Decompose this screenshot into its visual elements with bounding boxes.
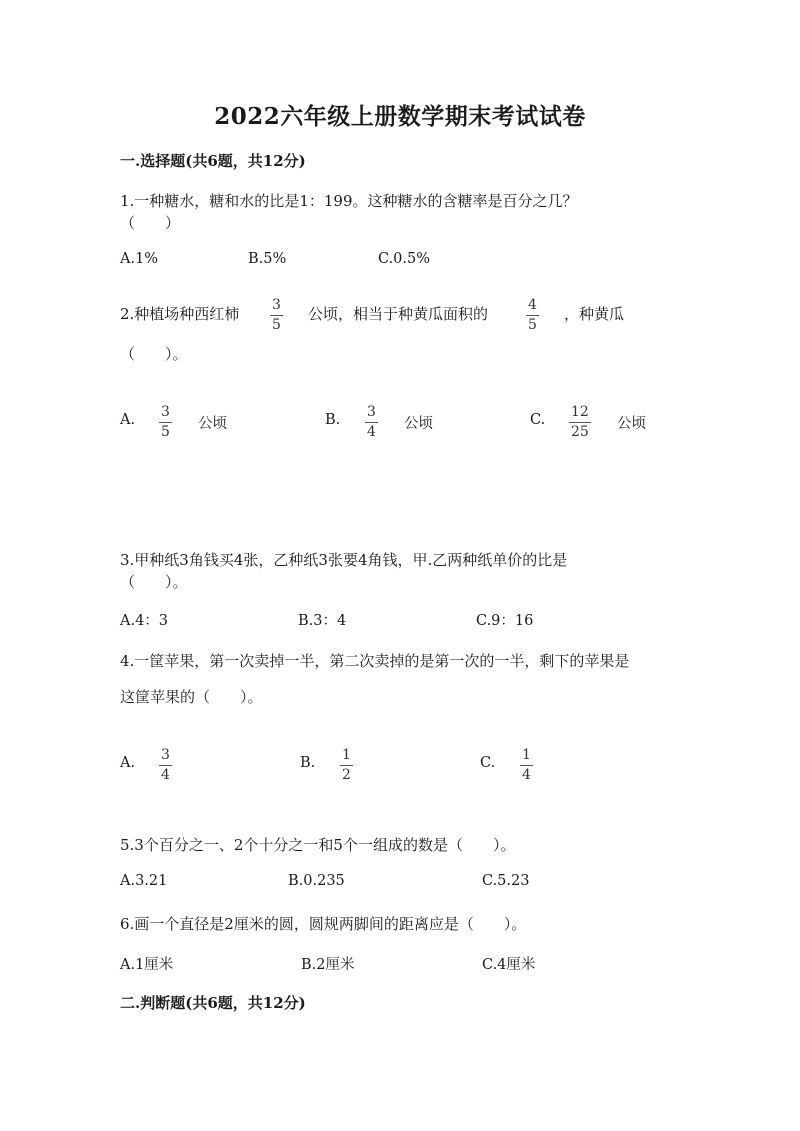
question-2-option-c-unit: 公顷 [617, 416, 646, 432]
question-1-answer-blank: （ ） [120, 214, 181, 232]
question-4-option-b-label: B. [300, 755, 316, 771]
question-6-text: 6.画一个直径是2厘米的圆，圆规两脚间的距离应是（ ）。 [120, 915, 527, 933]
question-4-option-c-fraction [520, 747, 533, 784]
question-3-option-b: B.3：4 [298, 613, 347, 629]
question-5-option-b: B.0.235 [288, 873, 345, 889]
question-4-option-a-label: A. [120, 755, 136, 771]
question-4-option-a-fraction [159, 747, 172, 784]
fraction-denominator: 5 [528, 317, 537, 333]
question-2-option-a-fraction [159, 404, 172, 441]
page-title: 2022六年级上册数学期末考试试卷 [214, 103, 586, 130]
fraction-denominator: 4 [367, 424, 376, 440]
section-heading-true-false: 二.判断题(共6题，共12分) [120, 994, 306, 1012]
question-2-text-part3: ，种黄瓜 [564, 305, 625, 323]
fraction-numerator: 3 [367, 404, 376, 420]
question-4-answer-blank: 这筐苹果的（ ）。 [120, 688, 263, 706]
question-6-option-b: B.2厘米 [301, 957, 355, 973]
question-2-option-c-label: C. [530, 412, 546, 428]
fraction-numerator: 3 [272, 297, 281, 313]
fraction-bar [340, 765, 353, 766]
question-5-option-a: A.3.21 [120, 873, 168, 889]
fraction-numerator: 3 [161, 404, 170, 420]
fraction-denominator: 5 [161, 424, 170, 440]
question-2-text-part1: 2.种植场种西红柿 [120, 305, 240, 323]
question-3-answer-blank: （ ）。 [120, 573, 188, 591]
fraction-numerator: 12 [571, 404, 589, 420]
question-2-fraction-2 [526, 297, 539, 334]
fraction-denominator: 2 [342, 767, 351, 783]
fraction-bar [526, 315, 539, 316]
fraction-bar [569, 422, 591, 423]
question-4-option-c-label: C. [480, 755, 496, 771]
question-2-option-c-fraction [569, 404, 591, 441]
question-3-option-a: A.4：3 [120, 613, 169, 629]
question-1-option-c: C.0.5% [378, 251, 431, 267]
fraction-denominator: 5 [272, 317, 281, 333]
fraction-bar [270, 315, 283, 316]
question-5-option-c: C.5.23 [482, 873, 530, 889]
fraction-numerator: 1 [522, 747, 531, 763]
fraction-bar [159, 422, 172, 423]
fraction-denominator: 4 [522, 767, 531, 783]
question-2-answer-blank: （ ）。 [120, 345, 188, 363]
fraction-denominator: 25 [571, 424, 589, 440]
question-2-option-a-label: A. [120, 412, 136, 428]
question-2-option-b-unit: 公顷 [404, 416, 433, 432]
question-6-option-c: C.4厘米 [482, 957, 536, 973]
question-2-fraction-1 [270, 297, 283, 334]
question-6-option-a: A.1厘米 [120, 957, 174, 973]
fraction-numerator: 3 [161, 747, 170, 763]
question-1-text: 1.一种糖水，糖和水的比是1：199。这种糖水的含糖率是百分之几？ [120, 192, 578, 210]
question-4-option-b-fraction [340, 747, 353, 784]
fraction-denominator: 4 [161, 767, 170, 783]
question-3-text: 3.甲种纸3角钱买4张，乙种纸3张要4角钱，甲.乙两种纸单价的比是 [120, 551, 568, 569]
fraction-bar [520, 765, 533, 766]
fraction-bar [159, 765, 172, 766]
question-3-option-c: C.9：16 [476, 613, 534, 629]
question-1-option-b: B.5% [248, 251, 287, 267]
question-5-text: 5.3个百分之一、2个十分之一和5个一组成的数是（ ）。 [120, 836, 516, 854]
question-1-option-a: A.1% [120, 251, 159, 267]
question-2-option-b-label: B. [325, 412, 341, 428]
question-2-option-b-fraction [365, 404, 378, 441]
question-2-option-a-unit: 公顷 [198, 416, 227, 432]
question-4-text: 4.一筐苹果，第一次卖掉一半，第二次卖掉的是第一次的一半，剩下的苹果是 [120, 652, 630, 670]
section-heading-choice: 一.选择题(共6题，共12分) [120, 152, 306, 170]
fraction-bar [365, 422, 378, 423]
fraction-numerator: 4 [528, 297, 537, 313]
fraction-numerator: 1 [342, 747, 351, 763]
question-2-text-part2: 公顷，相当于种黄瓜面积的 [308, 305, 489, 323]
